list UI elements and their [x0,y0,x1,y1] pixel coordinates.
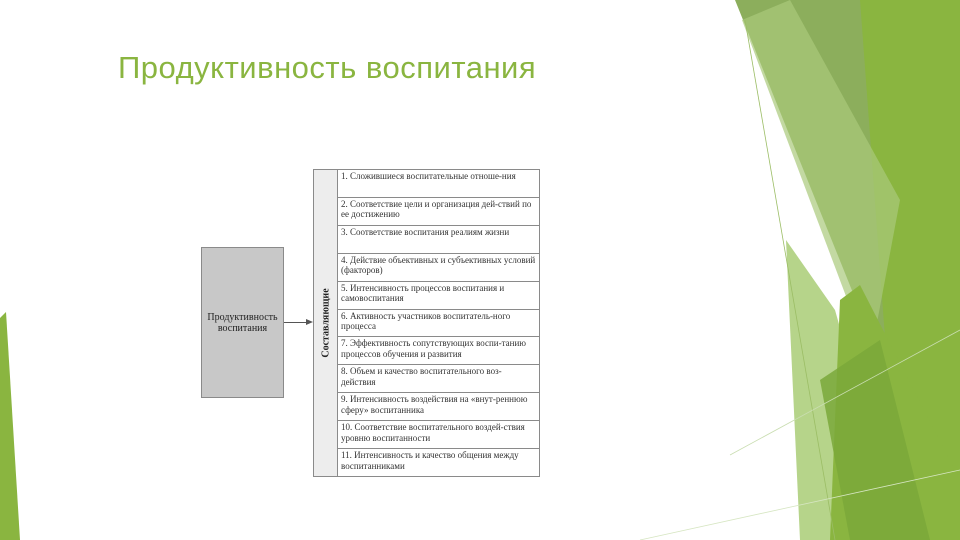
components-list [338,169,540,477]
components-header-label: Составляющие [320,288,331,358]
component-item: 11. Интенсивность и качество общения между воспитанниками [341,450,519,471]
component-item: 8. Объем и качество воспитательного воз-действия [338,365,539,393]
component-item: 1. Сложившиеся воспитательные отноше-ния [338,170,539,198]
component-item: 4. Действие объективных и субъективных условий (факторов) [338,254,539,282]
component-item: 10. Соответствие воспитательного воздей-ствия уровню воспитанности [338,421,539,449]
component-item: 6. Активность участников воспитатель-ного процесса [338,310,539,338]
component-item: 7. Эффективность сопутствующих воспи-танию процессов обучения и развития [338,337,539,365]
components-header-box [313,169,338,477]
component-item: 3. Соответствие воспитания реалиям жизни [338,226,539,254]
component-item: 5. Интенсивность процессов воспитания и самовоспитания [338,282,539,310]
slide-title: Продуктивность воспитания [118,50,537,85]
main-concept-box: Продуктивность воспитания [201,247,284,398]
component-item: 2. Соответствие цели и организация дей-ствий по ее достижению [338,198,539,226]
connector-arrow-head [306,319,313,325]
component-item: 9. Интенсивность воздействия на «внут-реннюю сферу» воспитанника [338,393,539,421]
